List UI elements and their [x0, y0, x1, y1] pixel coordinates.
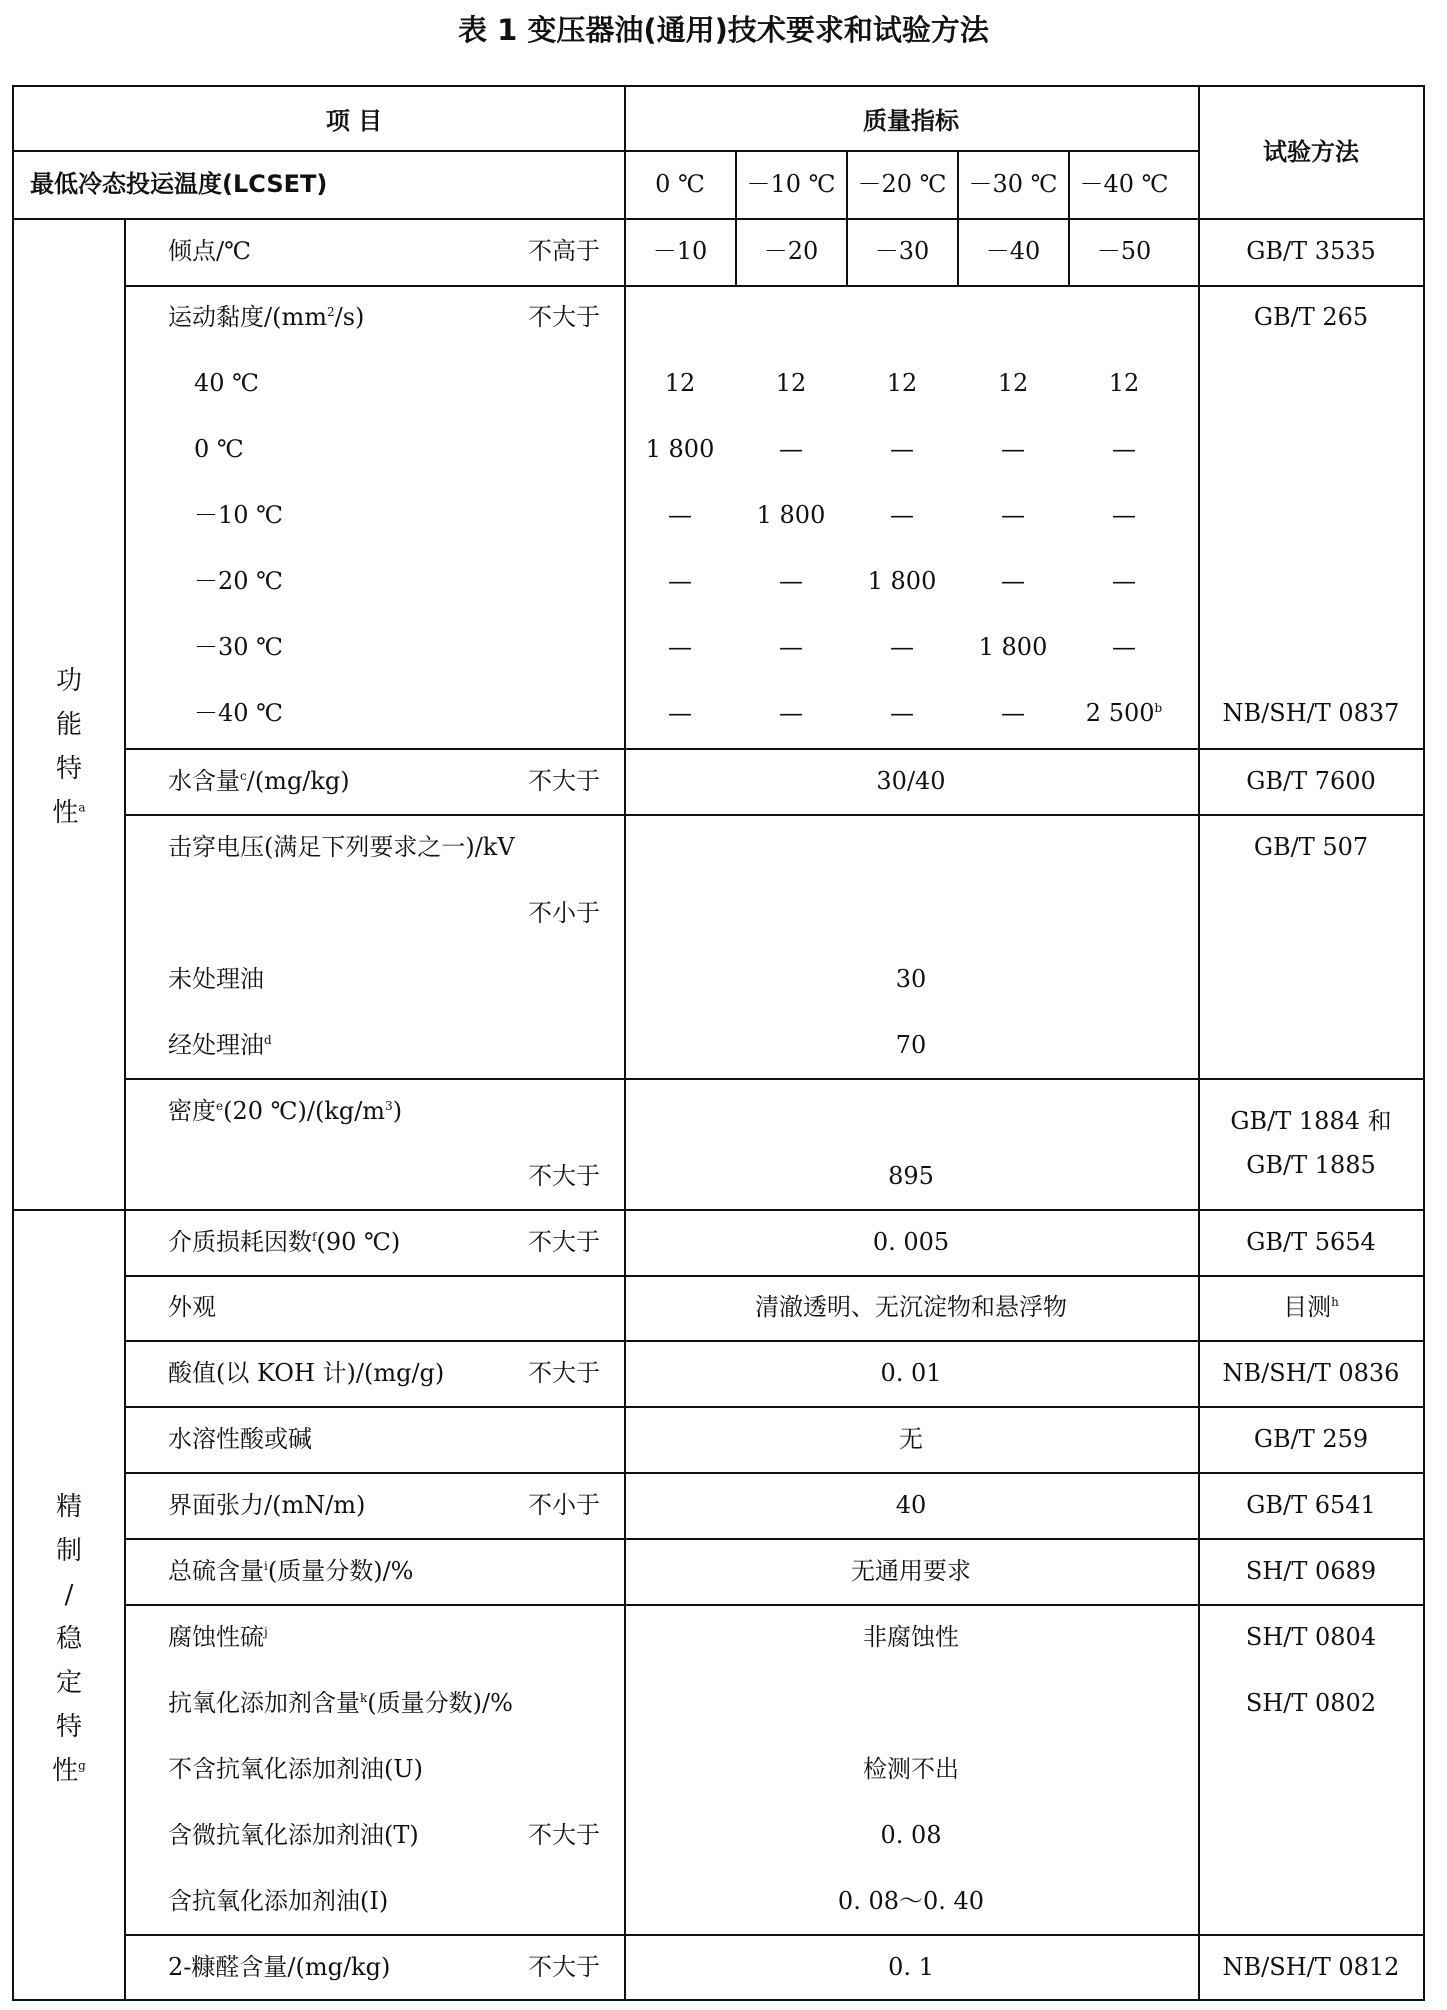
viscosity-value: — [668, 501, 692, 529]
viscosity-value: — [1112, 633, 1136, 661]
rule [14, 1209, 1425, 1211]
water-soluble-label: 水溶性酸或碱 [168, 1425, 312, 1453]
method-cell: SH/T 0804 [1245, 1623, 1377, 1651]
category-char: 精 [55, 1492, 82, 1522]
method-cell: NB/SH/T 0812 [1222, 1953, 1400, 1981]
viscosity-value: — [890, 501, 914, 529]
footnote-mark: a [78, 800, 86, 815]
viscosity-value: — [1112, 501, 1136, 529]
viscosity-value: 1 800 [867, 567, 937, 595]
limit-label: 不大于 [528, 303, 600, 331]
viscosity-value: — [668, 567, 692, 595]
header-method: 试验方法 [1263, 138, 1359, 166]
viscosity-value: — [1112, 567, 1136, 595]
category-char: 功 [55, 666, 82, 696]
breakdown-untreated-value: 30 [895, 965, 927, 993]
dielectric-value: 0. 005 [872, 1228, 950, 1256]
water-label: 水含量$^c$/(mg/kg) [168, 767, 350, 795]
category-char: 定 [55, 1668, 82, 1698]
pour-point-value: －40 [985, 237, 1041, 265]
pour-point-value: －20 [763, 237, 819, 265]
breakdown-treated-label: 经处理油$^d$ [168, 1031, 272, 1059]
density-value: 895 [888, 1162, 934, 1190]
method-cell: SH/T 0689 [1245, 1557, 1377, 1585]
rule [124, 1340, 1425, 1342]
viscosity-value: — [779, 633, 803, 661]
method-cell: GB/T 5654 [1246, 1228, 1376, 1256]
header-temp: －20 ℃ [857, 170, 947, 198]
acid-label: 酸值(以 KOH 计)/(mg/g) [168, 1359, 445, 1387]
viscosity-value: 2 500$^b$ [1085, 699, 1163, 727]
viscosity-value: 1 800 [978, 633, 1048, 661]
antioxidant-t-label: 含微抗氧化添加剂油(T) [168, 1821, 419, 1849]
viscosity-value: 12 [1108, 369, 1140, 397]
viscosity-temp: －10 ℃ [194, 501, 284, 529]
viscosity-value: — [779, 567, 803, 595]
viscosity-value: — [1001, 435, 1025, 463]
category-char: 性 [52, 798, 79, 828]
viscosity-value: — [1001, 699, 1025, 727]
method-cell: 目测$^h$ [1283, 1293, 1339, 1321]
density-label: 密度$^e$(20 $℃)/(kg/m^3)$ [168, 1097, 403, 1125]
dielectric-label: 介质损耗因数$^f$(90 ℃) [168, 1228, 401, 1256]
antioxidant-i-label: 含抗氧化添加剂油(I) [168, 1887, 389, 1915]
viscosity-temp: 40 ℃ [194, 369, 260, 397]
category-char: 能 [55, 710, 82, 740]
rule [124, 1604, 1425, 1606]
method-cell: GB/T 259 [1253, 1425, 1369, 1453]
limit-label: 不大于 [528, 1359, 600, 1387]
method-cell: SH/T 0802 [1245, 1689, 1377, 1717]
viscosity-value: 12 [775, 369, 807, 397]
corrosive-label: 腐蚀性硫$^j$ [168, 1623, 268, 1651]
rule [124, 1538, 1425, 1540]
method-cell: GB/T 1885 [1246, 1151, 1376, 1179]
rule [14, 150, 1198, 152]
method-cell: NB/SH/T 0837 [1222, 699, 1400, 727]
antioxidant-i-value: 0. 08～0. 40 [837, 1887, 985, 1915]
method-cell: GB/T 507 [1253, 833, 1369, 861]
viscosity-temp: 0 ℃ [194, 435, 244, 463]
viscosity-value: 12 [997, 369, 1029, 397]
water-soluble-value: 无 [899, 1425, 923, 1453]
category-char: 制 [55, 1536, 82, 1566]
viscosity-value: — [779, 699, 803, 727]
rule [124, 748, 1425, 750]
viscosity-temp: －20 ℃ [194, 567, 284, 595]
limit-label: 不小于 [528, 1491, 600, 1519]
limit-label: 不小于 [528, 899, 600, 927]
rule [1198, 87, 1200, 2001]
pour-point-value: －50 [1096, 237, 1152, 265]
rule [124, 814, 1425, 816]
spec-table [12, 85, 1425, 2001]
antioxidant-label: 抗氧化添加剂含量$^k$(质量分数)/% [168, 1689, 513, 1717]
viscosity-value: — [1001, 567, 1025, 595]
water-value: 30/40 [876, 767, 946, 795]
rule [124, 285, 1425, 287]
rule [735, 150, 737, 285]
acid-value: 0. 01 [880, 1359, 942, 1387]
viscosity-value: — [1112, 435, 1136, 463]
header-temp: －30 ℃ [968, 170, 1058, 198]
rule [124, 1406, 1425, 1408]
rule [846, 150, 848, 285]
appearance-value: 清澈透明、无沉淀物和悬浮物 [755, 1293, 1067, 1321]
limit-label: 不大于 [528, 1821, 600, 1849]
limit-label: 不大于 [528, 1228, 600, 1256]
viscosity-temp: －30 ℃ [194, 633, 284, 661]
header-quality: 质量指标 [863, 107, 959, 135]
method-cell: GB/T 6541 [1246, 1491, 1376, 1519]
category-char: 性 [52, 1756, 79, 1786]
viscosity-value: — [668, 633, 692, 661]
limit-label: 不大于 [528, 1953, 600, 1981]
rule [124, 218, 126, 2001]
category-char: 特 [55, 1712, 82, 1742]
pour-point-value: －10 [652, 237, 708, 265]
sulfur-value: 无通用要求 [851, 1557, 971, 1585]
antioxidant-t-value: 0. 08 [880, 1821, 942, 1849]
viscosity-value: — [890, 699, 914, 727]
header-lcset: 最低冷态投运温度(LCSET) [30, 170, 328, 198]
header-temp: －10 ℃ [746, 170, 836, 198]
category-char: 特 [55, 754, 82, 784]
category-char: / [64, 1580, 74, 1610]
rule [957, 150, 959, 285]
rule [124, 1934, 1425, 1936]
method-cell: GB/T 265 [1253, 303, 1369, 331]
category-functional [49, 659, 89, 835]
method-cell: GB/T 7600 [1246, 767, 1376, 795]
appearance-label: 外观 [168, 1293, 216, 1321]
rule [1068, 150, 1070, 285]
rule [124, 1078, 1425, 1080]
category-refining [49, 1485, 89, 1793]
rule [624, 87, 626, 2001]
viscosity-value: 1 800 [645, 435, 715, 463]
viscosity-value: 12 [664, 369, 696, 397]
viscosity-value: — [668, 699, 692, 727]
header-temp: 0 ℃ [655, 170, 705, 198]
viscosity-value: 12 [886, 369, 918, 397]
viscosity-value: — [779, 435, 803, 463]
breakdown-treated-value: 70 [895, 1031, 927, 1059]
viscosity-value: — [1001, 501, 1025, 529]
rule [124, 1275, 1425, 1277]
rule [14, 218, 1425, 220]
breakdown-label: 击穿电压(满足下列要求之一)/kV [168, 833, 515, 861]
limit-label: 不大于 [528, 1162, 600, 1190]
corrosive-value: 非腐蚀性 [863, 1623, 959, 1651]
rule [124, 1472, 1425, 1474]
method-cell: GB/T 3535 [1246, 237, 1376, 265]
page-title: 表 1 变压器油(通用)技术要求和试验方法 [458, 13, 989, 47]
viscosity-temp: －40 ℃ [194, 699, 284, 727]
category-char: 稳 [55, 1624, 82, 1654]
limit-label: 不高于 [528, 237, 600, 265]
viscosity-value: 1 800 [756, 501, 826, 529]
footnote-mark: g [78, 1758, 86, 1773]
header-temp: －40 ℃ [1079, 170, 1169, 198]
furfural-label: 2-糠醛含量/(mg/kg) [168, 1953, 391, 1981]
method-cell: NB/SH/T 0836 [1222, 1359, 1400, 1387]
limit-label: 不大于 [528, 767, 600, 795]
header-item: 项 目 [325, 107, 383, 135]
antioxidant-u-value: 检测不出 [863, 1755, 959, 1783]
viscosity-value: — [890, 633, 914, 661]
breakdown-untreated-label: 未处理油 [168, 965, 264, 993]
tension-value: 40 [895, 1491, 927, 1519]
tension-label: 界面张力/(mN/m) [168, 1491, 366, 1519]
furfural-value: 0. 1 [888, 1953, 934, 1981]
antioxidant-u-label: 不含抗氧化添加剂油(U) [168, 1755, 423, 1783]
method-cell: GB/T 1884 和 [1230, 1107, 1392, 1135]
sulfur-label: 总硫含量$^i$(质量分数)/% [168, 1557, 414, 1585]
viscosity-value: — [890, 435, 914, 463]
viscosity-label: 运动黏度$/(mm^2/s)$ [168, 303, 365, 331]
pour-point-label: 倾点/℃ [168, 237, 251, 265]
pour-point-value: －30 [874, 237, 930, 265]
